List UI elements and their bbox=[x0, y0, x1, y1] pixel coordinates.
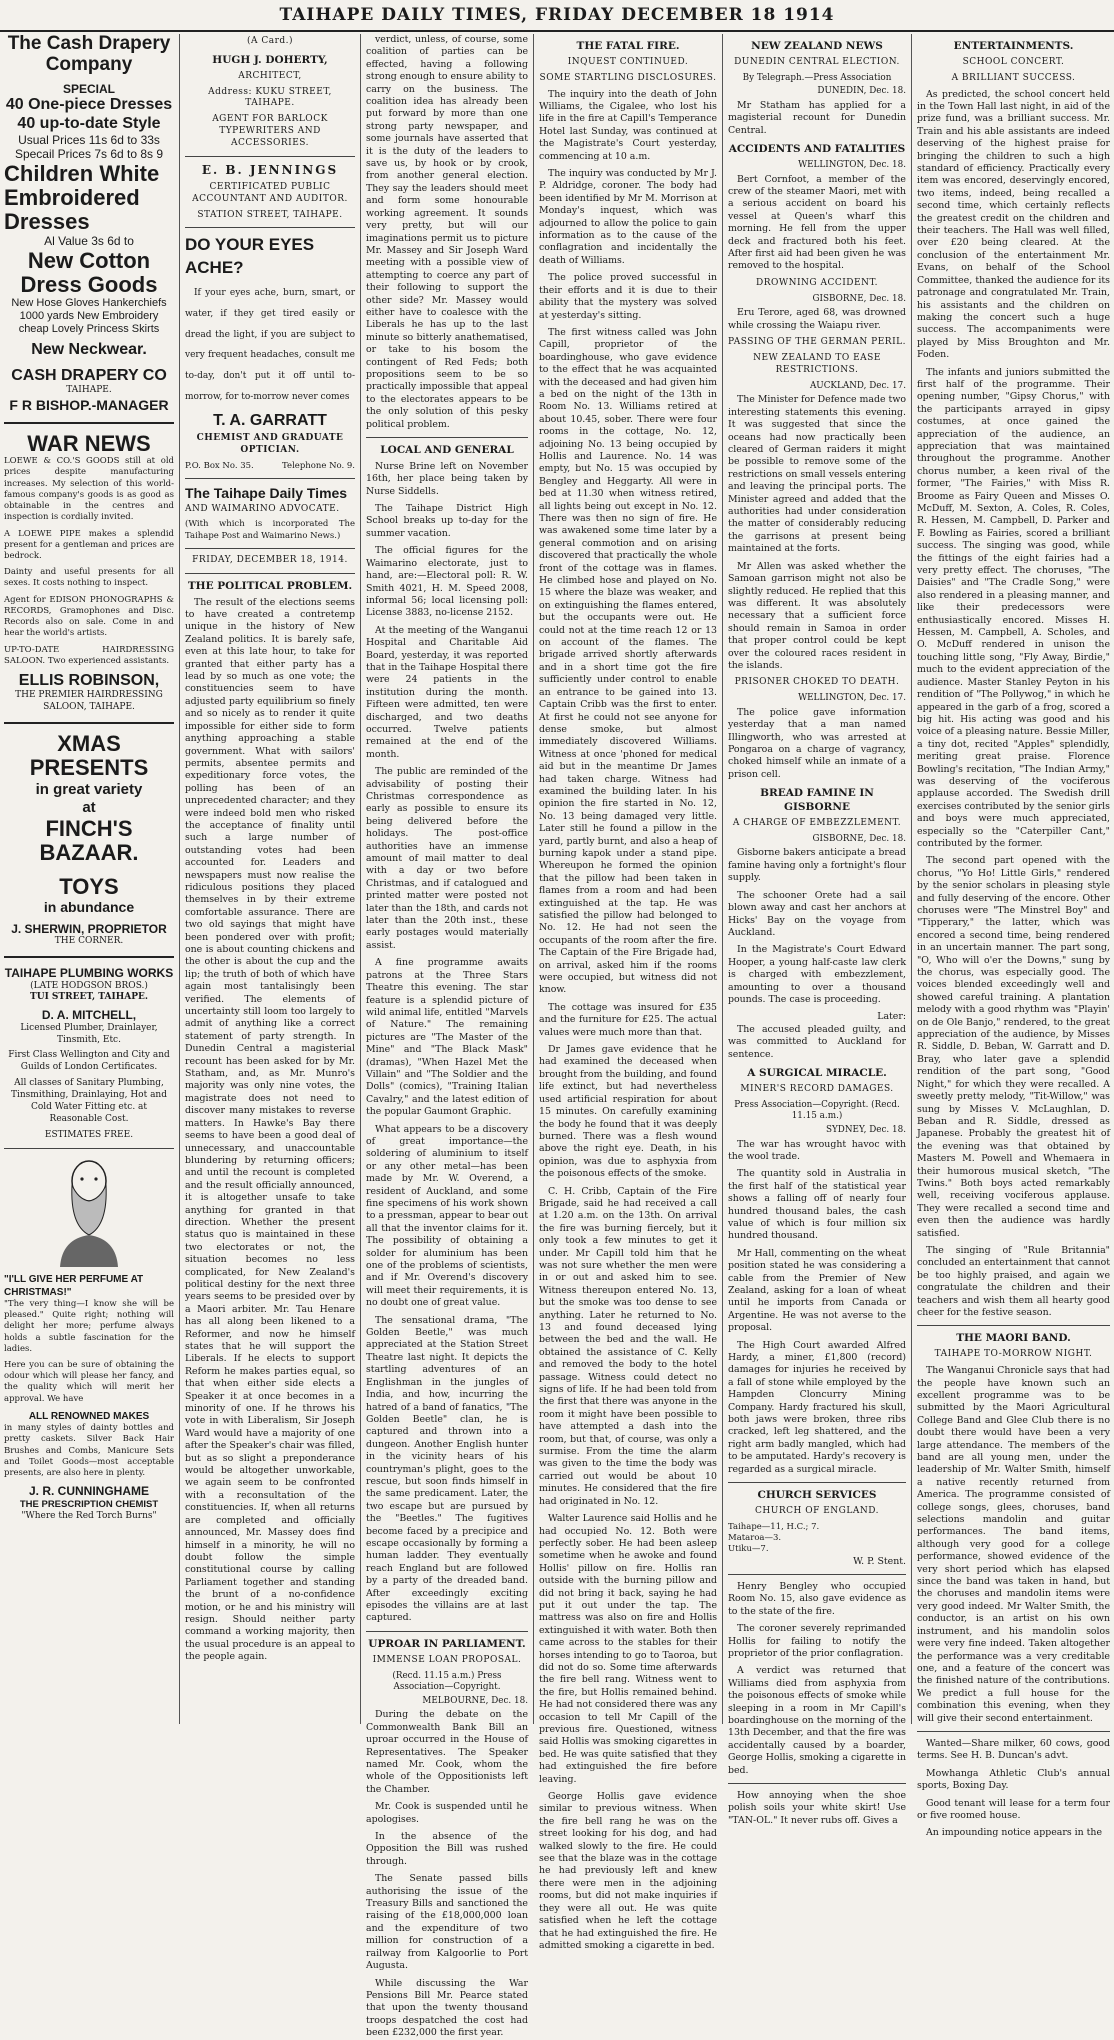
war-news-text: Agent for EDISON PHONOGRAPHS & RECORDS, Gramophones and Disc. Records also on sale. Come in and hear the world's artists. bbox=[4, 594, 174, 639]
ellis-subtitle: THE PREMIER HAIRDRESSING SALOON, TAIHAPE. bbox=[15, 690, 163, 713]
column-four bbox=[535, 34, 721, 1951]
miracle-text: The war has wrought havoc with the wool trade. bbox=[728, 1138, 906, 1162]
fatal-fire-subhead-2: SOME STARTLING DISCLOSURES. bbox=[539, 72, 717, 83]
manager-line: F R BISHOP.-MANAGER bbox=[9, 397, 169, 414]
value-line: Al Value 3s 6d to bbox=[44, 234, 134, 249]
ease-dateline: AUCKLAND, Dec. 17. bbox=[809, 380, 906, 391]
plumbing-classes: All classes of Sanitary Plumbing, Tinsmithing, Drainlaying, Hot and Cold Water Fitting etc. at Reasonable Cost. bbox=[11, 1078, 167, 1124]
doherty-address: Address: KUKU STREET, TAIHAPE. bbox=[208, 86, 332, 109]
war-news-text: Dainty and useful presents for all sexes. It costs nothing to inspect. bbox=[4, 567, 174, 589]
plumbing-street: TUI STREET, TAIHAPE. bbox=[30, 992, 148, 1003]
paper-advocate: AND WAIMARINO ADVOCATE. bbox=[185, 503, 340, 514]
drowning-dateline: GISBORNE, Dec. 18. bbox=[812, 293, 906, 304]
local-item: The sensational drama, "The Golden Beetle," was much appreciated at the Station Street Theatre last night. It depicts the startling adventures of an Englishman in the jungles of India, and how, incurring the hatred of a band of fanatics, "The Golden Beetle" clan, he is captured and thrown into a dungeon. Another English hunter in the vicinity hears of his countryman's plight, goes to the rescue, but soon finds himself in the same predicament. Later, the two escape but are pursued by the "Beetles." The fugitives become faced by a precipice and escape occasionally by forming a human ladder. They eventually reach England but are followed by a party of the dreaded band. After exceedingly exciting episodes the villains are at last captured. bbox=[366, 1314, 528, 1624]
drowning-text: Eru Terore, aged 68, was drowned while crossing the Waiapu river. bbox=[728, 307, 906, 331]
war-news-text: UP-TO-DATE HAIRDRESSING SALOON. Two experienced assistants. bbox=[4, 644, 174, 666]
famine-dateline: GISBORNE, Dec. 18. bbox=[812, 833, 906, 844]
nz-news-dateline: DUNEDIN, Dec. 18. bbox=[817, 86, 906, 97]
church-signature: W. P. Stent. bbox=[853, 1555, 906, 1567]
special-prices: Specail Prices 7s 6d to 8s 9 bbox=[14, 147, 164, 162]
architect-label: ARCHITECT, bbox=[238, 70, 302, 81]
column-five bbox=[724, 34, 910, 1826]
fatal-fire-text: Dr James gave evidence that he had examined the deceased when brought from the building, and found life extinct, but had nevertheless used artificial respiration for about 15 minutes. On carefully examining the body he found that it was deeply burned. There was a flesh wound above the right eye. Death, in his opinion, was due to asphyxia from the poisonous effects of the smoke. bbox=[539, 1044, 717, 1180]
perfume-headline: "I'LL GIVE HER PERFUME AT CHRISTMAS!" bbox=[4, 1273, 144, 1298]
great-variety: in great variety bbox=[35, 780, 143, 798]
school-concert-text: The second part opened with the chorus, "Yo Ho! Little Girls," rendered by the senior scholars in pleasing style and fully deserving of the encore. Other choruses were "The Minstrel Boy" and "Tipperary," the latter, which was encored a second time, being rendered in an uncertain manner. The part song, "O, Who will o'er the Downs," sung by the chorus, was especially good. The voices blended exceedingly well and showed careful training. A plantation melody with a good rhythm was "Playin' on de Ole Banjo," rendered, to the great appreciation of the audience, by Misses R. Siddle, D. Beban, W. Garratt and D. Bray, who later gave a splendid rendition of the part song, "Good Night," for which they were recalled. A sweetly pretty melody, "Tit-Willow," was sung by Misses V. McLaughlan, D. Beban and R. Siddle, dressed as Japanese. Probably the greatest hit of the evening was that obtained by Masters M. Powell and Whemaera in their humorous musical sketch, "The Twins." Both boys acted remarkably well, receiving vociferous applause. They were recalled a second time and even then the audience was hardly satisfied. bbox=[917, 855, 1110, 1239]
at-label: at bbox=[82, 798, 96, 816]
fatal-fire-text: C. H. Cribb, Captain of the Fire Brigade, said he had received a call at 1.20 a.m. on the 13th. On arrival the fire was burning fiercely, but it only took a few minutes to get it under. Mr Capill told him that he was not sure whether the men were in or out and asked him to see. Witness thereupon entered No. 13, but the smoke was too dense to see anything. Later he returned to No. 13 and found deceased lying between the bed and the wall. He obtained the assistance of C. Kelly and removed the body to the hotel passage. Witness could detect no signs of life. If he had been told from the first that there was anyone in the room it might have been possible to have attempted a dash into the room, but that, of course, was only a surmise. From the time the alarm was given to the time the body was carried out would be about 10 minutes. He considered that the fire had originated in No. 12. bbox=[539, 1185, 717, 1507]
famine-text: The accused pleaded guilty, and was committed to Auckland for sentence. bbox=[728, 1023, 906, 1060]
tanol-advert: How annoying when the shoe polish soils your white skirt! Use "TAN-OL." It never rubs off. Gives a bbox=[728, 1790, 906, 1826]
accidents-dateline: WELLINGTON, Dec. 18. bbox=[798, 160, 906, 171]
fatal-fire-text: The cottage was insured for £35 and the furniture for £25. The actual values were much more than that. bbox=[539, 1001, 717, 1038]
divider bbox=[4, 956, 174, 958]
jennings-name: E. B. JENNINGS bbox=[201, 162, 339, 177]
brief-item: An impounding notice appears in the bbox=[926, 1827, 1103, 1839]
uproar-dateline: MELBOURNE, Dec. 18. bbox=[422, 1695, 528, 1706]
divider bbox=[4, 1148, 174, 1149]
uproar-text: The Senate passed bills authorising the issue of the Treasury Bills and sanctioned the raising of the £18,000,000 loan and the expenditure of two million for construction of a railway from Kalgoorlie to Port Augusta. bbox=[366, 1873, 528, 1972]
miracle-dateline: SYDNEY, Dec. 18. bbox=[825, 1124, 906, 1135]
bread-famine-headline: BREAD FAMINE IN GISBORNE bbox=[760, 787, 874, 814]
fatal-fire-text: The police proved successful in their efforts and it is due to their ability that the mystery was solved at yesterday's sitting. bbox=[539, 272, 717, 321]
local-item: The official figures for the Waimarino electorate, just to hand, are:—Electoral poll: R. W. Smith 4021, H. M. Speed 2008, informal 56; local licensing poll: License 3883, no-license 2152. bbox=[366, 545, 528, 619]
local-general-headline: LOCAL AND GENERAL bbox=[380, 444, 514, 456]
telephone: Telephone No. 9. bbox=[282, 460, 355, 471]
fire-inquest-text: A verdict was returned that Williams died from asphyxia from the poisonous effects of smoke while sleeping in a room in Mr Capill's boardinghouse on the morning of the 13th December, and that the fire was accidentally caused by a boarder, George Hollis, smoking a cigarette in bed. bbox=[728, 1665, 906, 1776]
renowned-makes: ALL RENOWNED MAKES bbox=[28, 1410, 150, 1422]
record-damages-subhead: MINER'S RECORD DAMAGES. bbox=[740, 1083, 894, 1094]
school-concert-headline: SCHOOL CONCERT. bbox=[962, 56, 1065, 67]
brief-item: Mowhanga Athletic Club's annual sports, Boxing Day. bbox=[917, 1767, 1110, 1792]
school-concert-text: The singing of "Rule Britannia" concluded an entertainment that cannot be too highly praised, and again we congratulate the children and their teachers and wish them all hearty good cheer for the festive season. bbox=[917, 1244, 1110, 1319]
divider bbox=[917, 1731, 1110, 1732]
later-label: Later: bbox=[877, 1011, 906, 1023]
divider bbox=[185, 227, 355, 228]
nz-news-subhead: DUNEDIN CENTRAL ELECTION. bbox=[734, 56, 900, 67]
brief-item: Good tenant will lease for a term four or five roomed house. bbox=[917, 1797, 1110, 1821]
eyes-ache-headline: DO YOUR EYES ACHE? bbox=[185, 235, 315, 277]
uproar-text: While discussing the War Pensions Bill Mr. Pearce stated that upon the twenty thousand troops despatched the cost had been £232,000 the first year. bbox=[366, 1977, 528, 2039]
garratt-contacts bbox=[185, 461, 355, 472]
children-dresses: Children White Embroidered Dresses bbox=[4, 160, 160, 235]
german-peril-headline: PASSING OF THE GERMAN PERIL. bbox=[728, 337, 906, 348]
drowning-headline: DROWNING ACCIDENT. bbox=[755, 277, 878, 288]
fatal-fire-text: Walter Laurence said Hollis and he had occupied No. 12. Both were perfectly sober. He had been asleep sometime when he awoke and found Hollis' pillow on fire. Hollis ran outside with the burning pillow and did not bring it back, saying he had put it out under the tap. The mattress was also on fire and Hollis extinguished it with water. Both then came across to the stables for their horses intending to go to Taoroa, but did not do so. Some time afterwards the fire bell rang. Witness went to the fire, but Hollis remained behind. He had not considered there was any occasion to tell Mr Capill of the previous fire. Questioned, witness said Hollis was smoking cigarettes in bed. He was quite satisfied that they had extinguished the fire before leaving. bbox=[539, 1513, 717, 1785]
maori-band-headline: THE MAORI BAND. bbox=[956, 1332, 1071, 1345]
plumbing-cert: First Class Wellington and City and Guilds of London Certificates. bbox=[8, 1050, 170, 1073]
miracle-text: Mr Hall, commenting on the wheat position stated he was considering a cable from the Premier of New Zealand, asking for a loan of wheat until he imports from Canada or Argentine. He was not averse to the proposal. bbox=[728, 1247, 906, 1334]
cotton-goods: New Cotton Dress Goods bbox=[20, 247, 158, 297]
drapery-co-place: TAIHAPE. bbox=[66, 385, 112, 396]
column-rule bbox=[533, 34, 534, 1724]
usual-prices: Usual Prices 11s 6d to 33s bbox=[18, 132, 160, 147]
jennings-subtitle: CERTIFICATED PUBLIC ACCOUNTANT AND AUDITOR. bbox=[192, 181, 348, 204]
sherwin-line: J. SHERWIN, PROPRIETOR bbox=[11, 921, 167, 936]
ellis-robinson: ELLIS ROBINSON, bbox=[18, 671, 160, 689]
fire-inquest-text: Henry Bengley who occupied Room No. 15, also gave evidence as to the state of the fire. bbox=[728, 1580, 906, 1617]
column-three bbox=[362, 34, 532, 2039]
column-rule bbox=[722, 34, 723, 1724]
church-services-headline: CHURCH SERVICES bbox=[757, 1489, 877, 1502]
local-item: The public are reminded of the advisability of posting their Christmas correspondence as early as possible to ensure its being delivered before the holidays. The post-office authorities have an immense amount of mail matter to deal with a day or two before Christmas, and if catalogued and printed matter were posted not later than the 18th, and cards not later than the 20th inst., these early postages would materially assist. bbox=[366, 766, 528, 951]
embezzlement-subhead: A CHARGE OF EMBEZZLEMENT. bbox=[732, 818, 902, 828]
school-concert-text: As predicted, the school concert held in the Town Hall last night, in aid of the prize fund, was a brilliant success. Mr. Train and his able assistants are indeed deserving of the highest praise for bringing the children to such a high standard of efficiency. Practically every item was encored, deservingly encored, two items, indeed, being recalled a second time, which certainly reflects the greatest credit on the children and their teachers. The Hall was well filled, over £20 being cleared. At the conclusion of the entertainment Mr. Evans, on behalf of the School Committee, thanked the audience for its patronage and congratulated Mr. Train, his assistants and the children on making the concert such a huge success. The accompaniments were played by Miss Broughton and Mr. Foden. bbox=[917, 88, 1110, 361]
perfume-text: in many styles of dainty bottles and pretty caskets. Silver Back Hair Brushes and Combs, Manicure Sets and Toilet Goods—most acceptable presents, are also here in plenty. bbox=[4, 1423, 174, 1478]
fatal-fire-text: George Hollis gave evidence similar to previous witness. When the fire bell rang he was on the street looking for his dog, and had walked slowly to the fire. He could see that the blaze was in the cottage he had previously left and knew there were men in the adjoining rooms, but did not make inquiries if they were all out. He was quite satisfied when he left the cottage that he had extinguished the fire. He admitted smoking a cigarette in bed. bbox=[539, 1791, 717, 1951]
divider bbox=[4, 422, 174, 424]
brief-item: Wanted—Share milker, 60 cows, good terms. See H. B. Duncan's advt. bbox=[917, 1737, 1110, 1762]
nz-news-source: By Telegraph.—Press Association bbox=[742, 72, 892, 83]
doherty-name: HUGH J. DOHERTY, bbox=[212, 53, 328, 66]
divider bbox=[366, 1631, 528, 1632]
service-line: Taihape—11, H.C.; 7. bbox=[728, 1521, 820, 1532]
service-line: Mataroa—3. bbox=[728, 1533, 782, 1544]
column-two bbox=[181, 34, 359, 1724]
miracle-source: Press Association—Copyright. (Recd. 11.15 a.m.) bbox=[734, 1099, 900, 1122]
choked-text: The police gave information yesterday that a man named Illingworth, who was arrested at Pongaroa on a charge of vagrancy, choked himself while an inmate of a prison cell. bbox=[728, 706, 906, 780]
plumbing-title: TAIHAPE PLUMBING WORKS bbox=[4, 966, 174, 981]
paper-incorporated: (With which is incorporated The Taihape Post and Waimarino News.) bbox=[185, 519, 355, 541]
uproar-text: During the debate on the Commonwealth Bank Bill an uproar occurred in the House of Representatives. The Speaker named Mr. Cook, whom the whole of the Oppositionists left the Chamber. bbox=[366, 1709, 528, 1795]
surgical-miracle-headline: A SURGICAL MIRACLE. bbox=[747, 1066, 887, 1079]
maori-band-subhead: TAIHAPE TO-MORROW NIGHT. bbox=[934, 1349, 1093, 1360]
miracle-text: The High Court awarded Alfred Hardy, a miner, £1,800 (record) damages for injuries he received by a fall of stone while employed by the Hampden Cloncurry Mining Company. Hardy fractured his skull, both jaws were broken, three ribs cracked, left leg shattered, and the right arm badly mangled, which had to be amputated. Hardy's recovery is regarded as a surgical miracle. bbox=[728, 1339, 906, 1475]
masthead: TAIHAPE DAILY TIMES, FRIDAY DECEMBER 18 1914 bbox=[0, 0, 1114, 32]
divider bbox=[185, 478, 355, 479]
dresses-offer: 40 One-piece Dresses 40 up-to-date Style bbox=[5, 96, 173, 132]
choked-headline: PRISONER CHOKED TO DEATH. bbox=[734, 677, 900, 688]
fire-inquest-text: The coroner severely reprimanded Hollis for failing to notify the proprietor of the prior conflagration. bbox=[728, 1623, 906, 1659]
po-box: P.O. Box No. 35. bbox=[185, 460, 254, 471]
ease-text: The Minister for Defence made two interesting statements this evening. It was suggested that since the oceans had now practically been cleared of German raiders it might be possible to remove some of the restrictions on small vessels entering and leaving the principal ports. The Minister agreed and added that the authorities had under consideration the matter of considerably reducing the garrisons at present being maintained at the forts. bbox=[728, 394, 906, 555]
xmas-presents: XMAS PRESENTS bbox=[29, 731, 149, 781]
war-news-text: A LOEWE PIPE makes a splendid present for a gentleman and prices are bedrock. bbox=[4, 528, 174, 562]
fatal-fire-text: The inquiry into the death of John Williams, the Cigalee, who lost his life in the fire at Capill's Temperance Hotel last Sunday, was continued at the Magistrate's Court yesterday, commencing at 10 a.m. bbox=[539, 88, 717, 162]
political-problem-continued: verdict, unless, of course, some coalition of parties can be effected, having a following strong enough to ensure ability to carry on the business. The coalition idea has already been put forward by more than one strong party newspaper, and some journals have asserted that it is the duty of the leaders to save us, by hook or by crook, from another general election. They say the leaders should meet and form some honourable working agreement. It sounds very pretty, but will our imaginations permit us to picture Mr. Massey and Sir Joseph Ward meeting with a possible view of attempting to coerce any part of their following to support the other side? Mr. Massey would either have to coalesce with the Liberals he has up to the last minute so bitterly anathematised, or take to his bosom the contingent of Red Feds; both propositions seem to be so practically impossible that appeal to the electorates appears to be the only solution of this pesky political problem. bbox=[366, 34, 528, 430]
maori-band-text: The Wanganui Chronicle says that had the people have known such an excellent programme was to be submitted by the Maori Agricultural College Band and Glee Club there is no doubt there would have been a very large attendance. The members of the band are all young men, under the leadership of Mr. Walter Smith, himself a native recently returned from America. The programme consisted of college songs, glees, choruses, band selections mandolin and guitar performances. The band items, although very good for a college performance, showed evidence of the very short period which has elapsed since the band was taken in hand, but the choruses and mandolin items were very good indeed. Mr Walter Smith, the conductor, is an artist on his own instrument, and his mandolin solos were very fine indeed. Taken altogether the performance was a very creditable one, and a feature of the concert was the finished nature of the contributions. We predict a full house for the combination this evening, when they will give their second entertainment. bbox=[917, 1365, 1110, 1724]
plumbing-trade: Licensed Plumber, Drainlayer, Tinsmith, Etc. bbox=[20, 1022, 158, 1045]
column-rule bbox=[179, 34, 180, 1724]
card-label: (A Card.) bbox=[246, 36, 294, 46]
garratt-subtitle: CHEMIST AND GRADUATE OPTICIAN. bbox=[196, 432, 344, 455]
fatal-fire-text: The inquiry was conducted by Mr J. P. Aldridge, coroner. The body had been identified by Mr M. Morrison at Monday's inquest, which was adjourned to allow the police to gain information as to the cause of the conflagration and incidentally the death of Williams. bbox=[539, 168, 717, 266]
school-concert-subhead: A BRILLIANT SUCCESS. bbox=[951, 72, 1076, 83]
local-item: The Taihape District High School breaks up to-day for the summer vacation. bbox=[366, 503, 528, 539]
uproar-text: Mr. Cook is suspended until he apologises. bbox=[366, 1801, 528, 1825]
bearded-man-portrait bbox=[50, 1155, 128, 1267]
famine-text: The schooner Orete had a sail blown away and cast her anchors at Hicks' Bay on the voyage from Auckland. bbox=[728, 889, 906, 938]
divider bbox=[728, 1783, 906, 1784]
local-item: What appears to be a discovery of great importance—the soldering of aluminium to itself or any other metal—has been made by Mr. W. Overend, a resident of Auckland, and some fine specimens of his work shown to a pressman, appear to bear out all that the inventor claims for it. The possibility of obtaining a solder for aluminium has been one of the problems of scientists, and if Mr. Overend's discovery will meet their requirements, it is no doubt one of great value. bbox=[366, 1123, 528, 1309]
neckwear: New Neckwear. bbox=[31, 340, 147, 358]
political-problem-text: The result of the elections seems to have created a contretemp unique in the history of New Zealand politics. It is barely safe, even at this late hour, to take for granted that either party has a lead by so much as one vote; the constituencies seem to have adjusted party equilibrium so finely and so nicely as to render it quite impossible for either side to form anything approaching a stable government. What with sailors' permits, absentee permits and expeditionary force votes, the polling has been of an unprecedented character; and they were indeed bold men who risked the acceptance of finality until such a large number of outstanding votes had been accounted for. Leaders and newspapers must now realise the ridiculous positions they placed themselves in by their extreme comfortable assurance. There are two old sayings that might have been pondered over with profit; one is about counting chickens and the other is about the cup and the lip; the truth of both of which have again most tantalisingly been verified. The elements of uncertainty still loom too largely to admit of anything like a correct statement of party strength. In Dunedin Central a magisterial recount has been asked for by Mr. Statham, and, as Mr. Munro's majority was only nine votes, the magistrate does not need to discover many mistakes to reverse matters. In Hawke's Bay there seems to have been a good deal of unnecessary, and unaccountable blundering by returning officers; and until the recount is completed and the result officially announced, it is altogether unsafe to take anything for granted in that direction. Whether the present status quo is maintained in these two electorates or not, the situation becomes no less complicated, for New Zealand's political destiny for the next three years seems to be presided over by a Maori arbiter. Mr. Tau Henare has all along been likened to a Reformer, and now he himself states that he will support the Liberals. If he elects to support Reform he makes parties equal, so that when either side elects a Speaker it at once becomes in a minority of one. If he throws his vote in with Liberalism, Sir Joseph Ward would have a majority of one after the Speaker's chair was filled, but as so slight a preponderance would be altogether unworkable, we again seem to be confronted with a reconsultation of the constituencies. If, when all returns are completed and officially announced, Mr. Massey does find himself in a minority, he will no doubt follow the simple constitutional course by calling Parliament together and standing the brunt of a no-confidence motion, or he and his ministry will resign. Should neither party command a working majority, then the usual procedure is an appeal to the people again. bbox=[185, 596, 355, 1663]
divider bbox=[917, 1325, 1110, 1326]
accidents-text: Bert Cornfoot, a member of the crew of the steamer Maori, met with a serious accident on board his vessel at Queen's wharf this morning. He fell from the upper deck and fractured both his feet. After first aid had been given he was removed to the hospital. bbox=[728, 173, 906, 272]
famine-text: Gisborne bakers anticipate a bread famine having only a fortnight's flour supply. bbox=[728, 847, 906, 884]
miracle-text: The quantity sold in Australia in the first half of the statistical year shows a falling off of nearly four hundred thousand bales, the cash value of which is four million six hundred thousand. bbox=[728, 1168, 906, 1242]
uproar-text: In the absence of the Opposition the Bill was rushed through. bbox=[366, 1831, 528, 1867]
divider bbox=[728, 1482, 906, 1483]
column-rule bbox=[360, 34, 361, 1724]
war-news-text: LOEWE & CO.'S GOODS still at old prices despite manufacturing increases. My selection of this world-famous company's goods is as good as obtainable in the centres and inspection is cordially invited. bbox=[4, 456, 174, 523]
hose-gloves: New Hose Gloves Hankerchiefs 1000 yards New Embroidery cheap Lovely Princess Skirts bbox=[11, 297, 167, 336]
typewriter-agent: AGENT FOR BARLOCK TYPEWRITERS AND ACCESSORIES. bbox=[212, 114, 328, 149]
ease-restrictions-headline: NEW ZEALAND TO EASE RESTRICTIONS. bbox=[753, 353, 881, 375]
nz-news-text: Mr Statham has applied for a magisterial recount for Dunedin Central. bbox=[728, 99, 906, 136]
toys-abundance: in abundance bbox=[43, 899, 135, 916]
jennings-street: STATION STREET, TAIHAPE. bbox=[197, 209, 343, 220]
school-concert-text: The infants and juniors submitted the first half of the programme. Their opening number, "Gipsy Chorus," with the participants arrayed in gipsy costumes, at once gained the appreciation of the audience, an appreciation that was maintained throughout the programme. Another chorus number, a keen rival of the former, "The Fairies," with Miss R. Broome as Fairy Queen and Misses O. McDuff, M. Sexton, A. Coles, R. Coles, R. Hessen, M. Campbell, D. Parker and F. Bowling as Fairies, scored a brilliant success. The singing was good, while the fittings of the eight fairies had a very pretty effect. The choruses, "The Daisies" and "The Cradle Song," were also rendered in a pleasing manner, and like their predecessors were enthusiastically encored. Misses H. Hessen, M. Campbell, A. Scholes, and O. McDuff rendered in unison the touching little song, "Fly Away, Birdie," much to the evident appreciation of the audience. Master Stanley Peyton in his rendition of "The Pollywog," in which he appeared in the garb of a frog, scored a big hit. His acting was good and his voice of a pleasing nature. Bessie Miller, a tiny dot, recited "Apples" splendidly, meriting great praise. Florence Bowling's recitation, "The Indian Army," was deserving of the vociferous applause accorded. The Swedish drill exercises contributed by the senior girls and boys were much appreciated, especially so the "Caterpiller Cant," contributed by the former. bbox=[917, 366, 1110, 849]
divider bbox=[185, 156, 355, 157]
column-six bbox=[913, 34, 1114, 1839]
uproar-source: (Recd. 11.15 a.m.) Press Association—Copyright. bbox=[392, 1670, 502, 1693]
church-of-england: CHURCH OF ENGLAND. bbox=[755, 1505, 879, 1516]
fatal-fire-headline: THE FATAL FIRE. bbox=[576, 40, 680, 52]
nz-news-headline: NEW ZEALAND NEWS bbox=[751, 40, 883, 52]
divider bbox=[728, 1574, 906, 1575]
finchs-bazaar: FINCH'S BAZAAR. bbox=[39, 815, 139, 865]
political-problem-headline: THE POLITICAL PROBLEM. bbox=[187, 579, 353, 592]
local-item: A fine programme awaits patrons at the Three Stars Theatre this evening. The star feature is a splendid picture of wild animal life, entitled "Marvels of Nature." The remaining pictures are "The Master of the Mine" and "The Black Mask" (dramas), "When Hazel Met the Villain" and "The Soldier and the Dolls" (comics), "Training Italian Cavalry," and the latest edition of the popular Gaumont Graphic. bbox=[366, 957, 528, 1118]
eyes-ache-text: If your eyes ache, burn, smart, or water, if they get tired easily or dread the light, if you are subject to very frequent headaches, consult me to-day, don't put it off until to-morrow, for to-morrow never comes bbox=[185, 288, 355, 402]
paper-title: The Taihape Daily Times bbox=[185, 484, 348, 501]
local-item: Nurse Brine left on November 16th, her place being taken by Nurse Siddells. bbox=[366, 460, 528, 497]
divider bbox=[366, 437, 528, 438]
perfume-text: Here you can be sure of obtaining the odour which will please her fancy, and the quality which will merit her approval. We have bbox=[4, 1360, 174, 1404]
toys-title: TOYS bbox=[59, 873, 119, 899]
column-rule bbox=[911, 34, 912, 1724]
fatal-fire-subhead: INQUEST CONTINUED. bbox=[567, 56, 689, 67]
fatal-fire-text: The first witness called was John Capill, proprietor of the boardinghouse, who gave evidence to the effect that he was acquainted with the deceased and had given him a bed on the night of the 13th in Room No. 13. Williams retired at about 10.45, sober. There were four rooms in the cottage, No. 12, adjoining No. 13 being occupied by Hollis and Laurence. No. 14 was empty, but No. 15 was occupied by Bengley and Heggarty. All were in bed at 11.30 when witness retired, all lights being out except in No. 12. There was then no sign of fire. He was awakened some time later by a general commotion and on arising discovered that practically the whole front of the cottage was in flames. He climbed hose and played on No. 15 where the blaze was weaker, and on extinguishing the flames entered, but the occupants were out. He could not at the time reach 12 or 13 on account of the flames. The brigade arrived shortly afterwards and in a short time got the fire sufficiently under control to enable an entrance to be gained into 13. Captain Cribb was the first to enter. At first he could not see anyone for dense smoke, but almost immediately discovered Williams. Witness at once 'phoned for medical aid but in the meantime Dr James had taken charge. Witness had examined the building later. In his opinion the fire started in No. 12, No. 13 being damaged very little. Later still he found a pillow in the yard, partly burnt, and also a heap of burning kapok under a stand pipe. Whereupon he formed the opinion that the pillow had been taken in flames from a room and had been extinguished at the tap. He was satisfied the pillow had belonged to No. 12. He had not seen the occupants of the room after the fire. The Captain of the Fire Brigade had, on arrival, asked him if the rooms were occupied, but witness did not know. bbox=[539, 326, 717, 996]
garratt-name: T. A. GARRATT bbox=[213, 412, 327, 430]
accidents-headline: ACCIDENTS AND FATALITIES bbox=[728, 143, 906, 156]
divider bbox=[4, 722, 174, 724]
ease-text: Mr Allen was asked whether the Samoan garrison might not also be slightly reduced. He replied that this was different. It was absolutely necessary that a sufficient force should remain in Samoa in order that proper control could be kept over the coloured races resident in the islands. bbox=[728, 560, 906, 671]
choked-dateline: WELLINGTON, Dec. 17. bbox=[798, 693, 906, 704]
cash-drapery-title: The Cash Drapery Company bbox=[7, 33, 171, 75]
uproar-headline: UPROAR IN PARLIAMENT. bbox=[368, 1637, 526, 1650]
the-corner: THE CORNER. bbox=[54, 936, 124, 947]
estimates-free: ESTIMATES FREE. bbox=[44, 1129, 134, 1140]
perfume-text: "The very thing—I know she will be pleased." Quite right; nothing will delight her more; perfume always holds a subtle fascination for the ladies. bbox=[4, 1298, 174, 1354]
column-advertisements bbox=[0, 34, 178, 1724]
divider bbox=[185, 548, 355, 549]
service-line: Utiku—7. bbox=[728, 1544, 769, 1555]
chemist-name: J. R. CUNNINGHAME bbox=[28, 1484, 149, 1499]
famine-text: In the Magistrate's Court Edward Hooper, a young half-caste law clerk is charged with embezzlement, amounting to over a thousand pounds. The case is proceeding. bbox=[728, 944, 906, 1005]
uproar-subhead: IMMENSE LOAN PROPOSAL. bbox=[372, 1654, 522, 1665]
local-item: At the meeting of the Wanganui Hospital and Charitable Aid Board, yesterday, it was reported that in the Taihape Hospital there were 24 patients in the institution during the month. Fifteen were admitted, ten were discharged, and two deaths occurred. Twelve patients remained at the end of the month. bbox=[366, 624, 528, 760]
dateline: FRIDAY, DECEMBER 18, 1914. bbox=[192, 554, 348, 565]
entertainments-headline: ENTERTAINMENTS. bbox=[953, 40, 1074, 52]
war-news-title: WAR NEWS bbox=[27, 431, 151, 457]
special-label: SPECIAL bbox=[62, 81, 115, 96]
plumbing-late: (LATE HODGSON BROS.) bbox=[30, 980, 148, 991]
chemist-title: THE PRESCRIPTION CHEMIST bbox=[19, 1498, 159, 1510]
drapery-co-name: CASH DRAPERY CO bbox=[11, 367, 167, 385]
chemist-sign: "Where the Red Torch Burns" bbox=[21, 1511, 157, 1522]
divider bbox=[185, 573, 355, 574]
plumbing-name: D. A. MITCHELL, bbox=[41, 1008, 137, 1023]
